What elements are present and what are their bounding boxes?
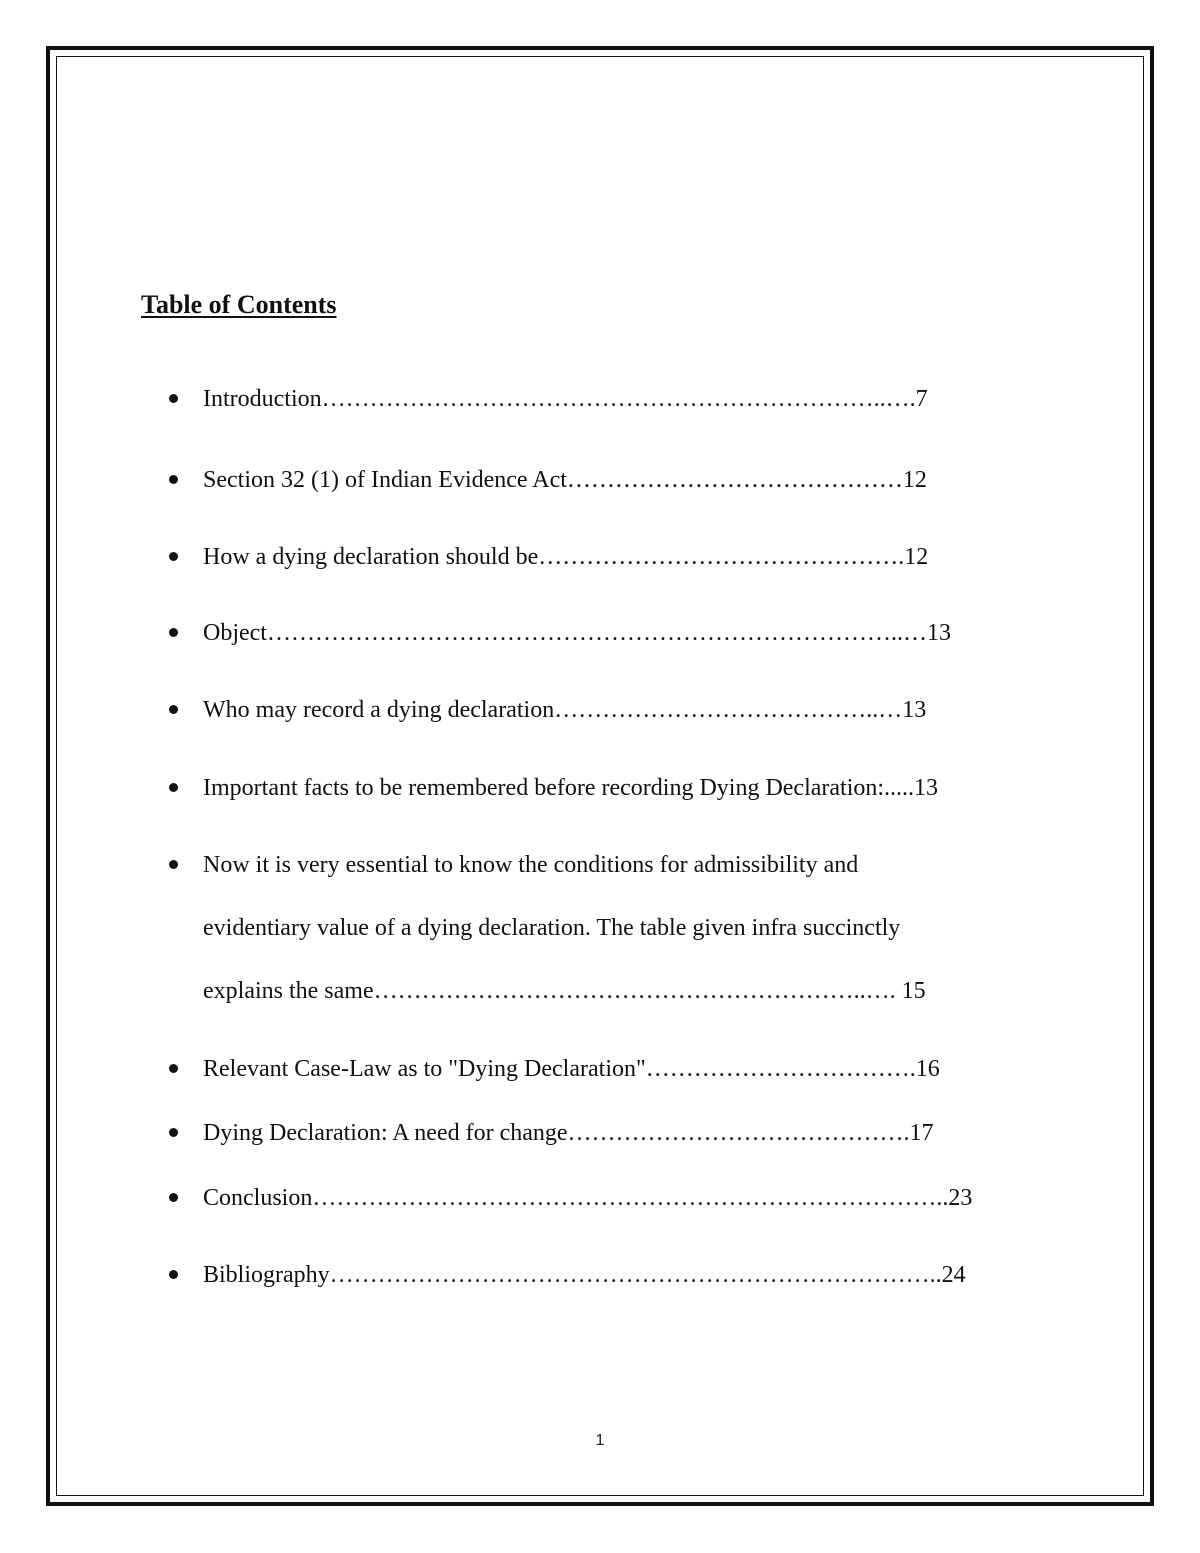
bullet-icon — [169, 475, 178, 484]
bullet-icon — [169, 1064, 178, 1073]
toc-item-conditions-admissibility — [0, 848, 1200, 1018]
toc-entry-text: Relevant Case-Law as to "Dying Declaration"…………………………….16 — [203, 1056, 940, 1082]
bullet-icon — [169, 1193, 178, 1202]
toc-entry-text: Introduction……………………………………………………………..….7 — [203, 386, 928, 412]
toc-entry-text: Bibliography…………………………………………………………………..24 — [203, 1262, 966, 1288]
toc-item-conclusion — [0, 1181, 1200, 1215]
toc-item-bibliography — [0, 1258, 1200, 1292]
toc-entry-line-2: evidentiary value of a dying declaration. The table given infra succinctly — [203, 915, 901, 941]
bullet-icon — [169, 1270, 178, 1279]
bullet-icon — [169, 552, 178, 561]
toc-item-who-may-record — [0, 693, 1200, 727]
toc-item-section-32 — [0, 463, 1200, 497]
toc-item-object — [0, 616, 1200, 650]
toc-entry-line-3: explains the same……………………………………………………..…. 15 — [203, 978, 926, 1004]
toc-entry-text: Who may record a dying declaration…………………………………..…13 — [203, 697, 927, 723]
toc-item-how-dying-declaration — [0, 540, 1200, 574]
toc-title: Table of Contents — [141, 290, 337, 319]
toc-entry-text: Object……………………………………………………………………..…13 — [203, 620, 951, 646]
toc-item-need-for-change — [0, 1116, 1200, 1150]
toc-entry-text: Conclusion……………………………………………………………………..23 — [203, 1185, 973, 1211]
bullet-icon — [169, 705, 178, 714]
bullet-icon — [169, 394, 178, 403]
toc-entry-text: How a dying declaration should be……………………………………….12 — [203, 544, 929, 570]
toc-entry-line-1: Now it is very essential to know the conditions for admissibility and — [203, 852, 859, 878]
toc-entry-text: Important facts to be remembered before recording Dying Declaration:.....13 — [203, 775, 939, 801]
bullet-icon — [169, 860, 178, 869]
toc-entry-text: Dying Declaration: A need for change…………………………………….17 — [203, 1120, 934, 1146]
bullet-icon — [169, 1128, 178, 1137]
toc-item-relevant-case-law — [0, 1052, 1200, 1086]
page-number: 1 — [595, 1432, 605, 1449]
bullet-icon — [169, 783, 178, 792]
toc-entry-text: Section 32 (1) of Indian Evidence Act……………………………………12 — [203, 467, 927, 493]
toc-item-introduction — [0, 382, 1200, 416]
toc-item-important-facts — [0, 771, 1200, 805]
bullet-icon — [169, 628, 178, 637]
